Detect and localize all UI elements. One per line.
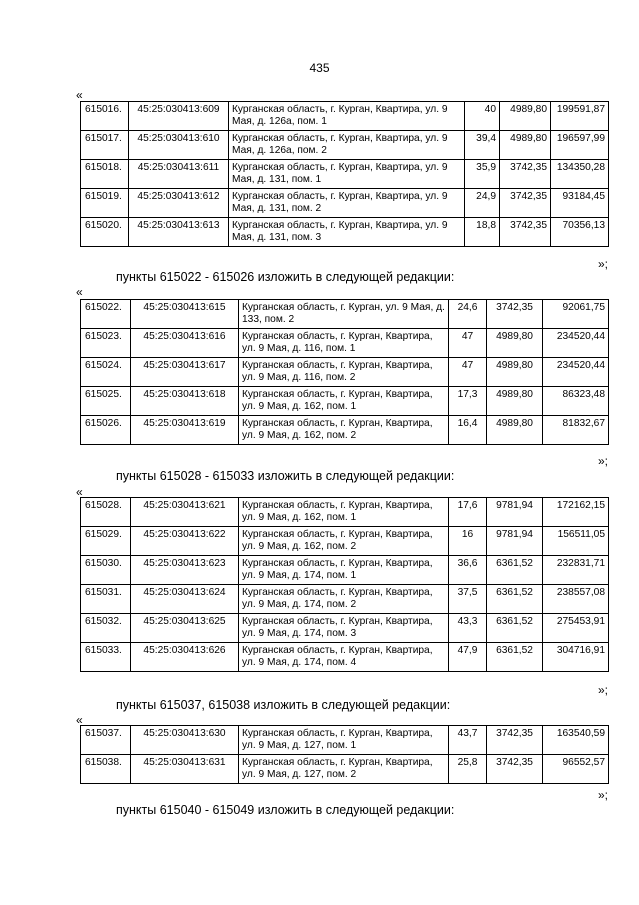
cadastral-number-cell: 45:25:030413:618 [131, 387, 239, 416]
table-row [81, 329, 609, 358]
area-value-cell: 36,6 [449, 556, 487, 585]
cadastral-number-cell: 45:25:030413:631 [131, 755, 239, 784]
cadastral-cost-cell: 134350,28 [551, 160, 609, 189]
cadastral-cost-cell: 234520,44 [543, 358, 609, 387]
item-number-cell: 615020. [81, 218, 129, 247]
unit-price-cell: 6361,52 [487, 585, 543, 614]
cadastral-number-cell: 45:25:030413:611 [129, 160, 229, 189]
instruction-text: пункты 615022 - 615026 изложить в следующей редакции: [116, 270, 455, 284]
unit-price-cell: 3742,35 [500, 189, 551, 218]
cadastral-number-cell: 45:25:030413:615 [131, 300, 239, 329]
address-cell: Курганская область, г. Курган, Квартира, ул. 9 Мая, д. 174, пом. 4 [239, 643, 449, 672]
area-value-cell: 24,9 [465, 189, 500, 218]
table-row [81, 585, 609, 614]
unit-price-cell: 6361,52 [487, 556, 543, 585]
cadastral-number-cell: 45:25:030413:610 [129, 131, 229, 160]
cadastral-number-cell: 45:25:030413:613 [129, 218, 229, 247]
item-number-cell: 615019. [81, 189, 129, 218]
address-cell: Курганская область, г. Курган, ул. 9 Мая, д. 133, пом. 2 [239, 300, 449, 329]
address-cell: Курганская область, г. Курган, Квартира, ул. 9 Мая, д. 174, пом. 1 [239, 556, 449, 585]
cadastral-cost-cell: 199591,87 [551, 102, 609, 131]
unit-price-cell: 4989,80 [487, 329, 543, 358]
table-row [81, 614, 609, 643]
registry-table [80, 497, 609, 672]
area-value-cell: 25,8 [449, 755, 487, 784]
address-cell: Курганская область, г. Курган, Квартира, ул. 9 Мая, д. 127, пом. 2 [239, 755, 449, 784]
item-number-cell: 615022. [81, 300, 131, 329]
cadastral-number-cell: 45:25:030413:612 [129, 189, 229, 218]
cadastral-cost-cell: 196597,99 [551, 131, 609, 160]
area-value-cell: 16,4 [449, 416, 487, 445]
item-number-cell: 615023. [81, 329, 131, 358]
item-number-cell: 615016. [81, 102, 129, 131]
unit-price-cell: 9781,94 [487, 498, 543, 527]
table-row [81, 189, 609, 218]
cadastral-cost-cell: 86323,48 [543, 387, 609, 416]
area-value-cell: 18,8 [465, 218, 500, 247]
cadastral-cost-cell: 275453,91 [543, 614, 609, 643]
close-quote: »; [598, 683, 609, 697]
unit-price-cell: 4989,80 [487, 358, 543, 387]
unit-price-cell: 3742,35 [500, 160, 551, 189]
instruction-text: пункты 615028 - 615033 изложить в следующей редакции: [116, 469, 455, 483]
table-row [81, 102, 609, 131]
registry-table [80, 725, 609, 784]
cadastral-number-cell: 45:25:030413:624 [131, 585, 239, 614]
cadastral-cost-cell: 163540,59 [543, 726, 609, 755]
open-quote: « [76, 485, 83, 499]
item-number-cell: 615033. [81, 643, 131, 672]
cadastral-number-cell: 45:25:030413:630 [131, 726, 239, 755]
cadastral-cost-cell: 234520,44 [543, 329, 609, 358]
instruction-text: пункты 615037, 615038 изложить в следующей редакции: [116, 698, 451, 712]
table-row [81, 387, 609, 416]
close-quote: »; [598, 788, 609, 802]
area-value-cell: 40 [465, 102, 500, 131]
address-cell: Курганская область, г. Курган, Квартира, ул. 9 Мая, д. 131, пом. 3 [229, 218, 465, 247]
area-value-cell: 43,7 [449, 726, 487, 755]
page-number: 435 [309, 61, 330, 75]
table-row [81, 300, 609, 329]
item-number-cell: 615028. [81, 498, 131, 527]
cadastral-cost-cell: 93184,45 [551, 189, 609, 218]
cadastral-number-cell: 45:25:030413:623 [131, 556, 239, 585]
unit-price-cell: 4989,80 [500, 131, 551, 160]
registry-table [80, 299, 609, 445]
item-number-cell: 615017. [81, 131, 129, 160]
open-quote: « [76, 713, 83, 727]
cadastral-cost-cell: 81832,67 [543, 416, 609, 445]
address-cell: Курганская область, г. Курган, Квартира, ул. 9 Мая, д. 162, пом. 2 [239, 416, 449, 445]
unit-price-cell: 6361,52 [487, 614, 543, 643]
item-number-cell: 615018. [81, 160, 129, 189]
area-value-cell: 47,9 [449, 643, 487, 672]
cadastral-cost-cell: 238557,08 [543, 585, 609, 614]
cadastral-cost-cell: 172162,15 [543, 498, 609, 527]
table-row [81, 556, 609, 585]
address-cell: Курганская область, г. Курган, Квартира, ул. 9 Мая, д. 116, пом. 2 [239, 358, 449, 387]
cadastral-cost-cell: 92061,75 [543, 300, 609, 329]
cadastral-cost-cell: 96552,57 [543, 755, 609, 784]
cadastral-cost-cell: 156511,05 [543, 527, 609, 556]
close-quote: »; [598, 454, 609, 468]
item-number-cell: 615032. [81, 614, 131, 643]
cadastral-cost-cell: 70356,13 [551, 218, 609, 247]
open-quote: « [76, 285, 83, 299]
unit-price-cell: 3742,35 [487, 300, 543, 329]
area-value-cell: 39,4 [465, 131, 500, 160]
item-number-cell: 615025. [81, 387, 131, 416]
unit-price-cell: 3742,35 [500, 218, 551, 247]
registry-table [80, 101, 609, 247]
address-cell: Курганская область, г. Курган, Квартира, ул. 9 Мая, д. 126а, пом. 1 [229, 102, 465, 131]
address-cell: Курганская область, г. Курган, Квартира, ул. 9 Мая, д. 126а, пом. 2 [229, 131, 465, 160]
cadastral-number-cell: 45:25:030413:617 [131, 358, 239, 387]
table-row [81, 218, 609, 247]
area-value-cell: 47 [449, 358, 487, 387]
area-value-cell: 17,3 [449, 387, 487, 416]
cadastral-cost-cell: 232831,71 [543, 556, 609, 585]
cadastral-number-cell: 45:25:030413:609 [129, 102, 229, 131]
area-value-cell: 16 [449, 527, 487, 556]
table-row [81, 160, 609, 189]
close-quote: »; [598, 257, 609, 271]
address-cell: Курганская область, г. Курган, Квартира, ул. 9 Мая, д. 116, пом. 1 [239, 329, 449, 358]
cadastral-number-cell: 45:25:030413:616 [131, 329, 239, 358]
item-number-cell: 615024. [81, 358, 131, 387]
address-cell: Курганская область, г. Курган, Квартира, ул. 9 Мая, д. 162, пом. 1 [239, 387, 449, 416]
address-cell: Курганская область, г. Курган, Квартира, ул. 9 Мая, д. 174, пом. 2 [239, 585, 449, 614]
cadastral-number-cell: 45:25:030413:621 [131, 498, 239, 527]
table-row [81, 358, 609, 387]
open-quote: « [76, 88, 83, 102]
address-cell: Курганская область, г. Курган, Квартира, ул. 9 Мая, д. 131, пом. 1 [229, 160, 465, 189]
cadastral-number-cell: 45:25:030413:622 [131, 527, 239, 556]
table-row [81, 643, 609, 672]
item-number-cell: 615029. [81, 527, 131, 556]
item-number-cell: 615038. [81, 755, 131, 784]
table-row [81, 755, 609, 784]
item-number-cell: 615037. [81, 726, 131, 755]
area-value-cell: 24,6 [449, 300, 487, 329]
cadastral-cost-cell: 304716,91 [543, 643, 609, 672]
table-row [81, 527, 609, 556]
unit-price-cell: 9781,94 [487, 527, 543, 556]
address-cell: Курганская область, г. Курган, Квартира, ул. 9 Мая, д. 131, пом. 2 [229, 189, 465, 218]
address-cell: Курганская область, г. Курган, Квартира, ул. 9 Мая, д. 174, пом. 3 [239, 614, 449, 643]
table-row [81, 498, 609, 527]
unit-price-cell: 6361,52 [487, 643, 543, 672]
cadastral-number-cell: 45:25:030413:619 [131, 416, 239, 445]
item-number-cell: 615030. [81, 556, 131, 585]
table-row [81, 131, 609, 160]
cadastral-number-cell: 45:25:030413:625 [131, 614, 239, 643]
area-value-cell: 47 [449, 329, 487, 358]
area-value-cell: 37,5 [449, 585, 487, 614]
table-row [81, 726, 609, 755]
table-row [81, 416, 609, 445]
address-cell: Курганская область, г. Курган, Квартира, ул. 9 Мая, д. 127, пом. 1 [239, 726, 449, 755]
area-value-cell: 35,9 [465, 160, 500, 189]
address-cell: Курганская область, г. Курган, Квартира, ул. 9 Мая, д. 162, пом. 2 [239, 527, 449, 556]
item-number-cell: 615026. [81, 416, 131, 445]
area-value-cell: 43,3 [449, 614, 487, 643]
item-number-cell: 615031. [81, 585, 131, 614]
cadastral-number-cell: 45:25:030413:626 [131, 643, 239, 672]
unit-price-cell: 4989,80 [487, 387, 543, 416]
unit-price-cell: 3742,35 [487, 755, 543, 784]
unit-price-cell: 4989,80 [487, 416, 543, 445]
unit-price-cell: 3742,35 [487, 726, 543, 755]
instruction-text: пункты 615040 - 615049 изложить в следующей редакции: [116, 803, 455, 817]
address-cell: Курганская область, г. Курган, Квартира, ул. 9 Мая, д. 162, пом. 1 [239, 498, 449, 527]
area-value-cell: 17,6 [449, 498, 487, 527]
unit-price-cell: 4989,80 [500, 102, 551, 131]
